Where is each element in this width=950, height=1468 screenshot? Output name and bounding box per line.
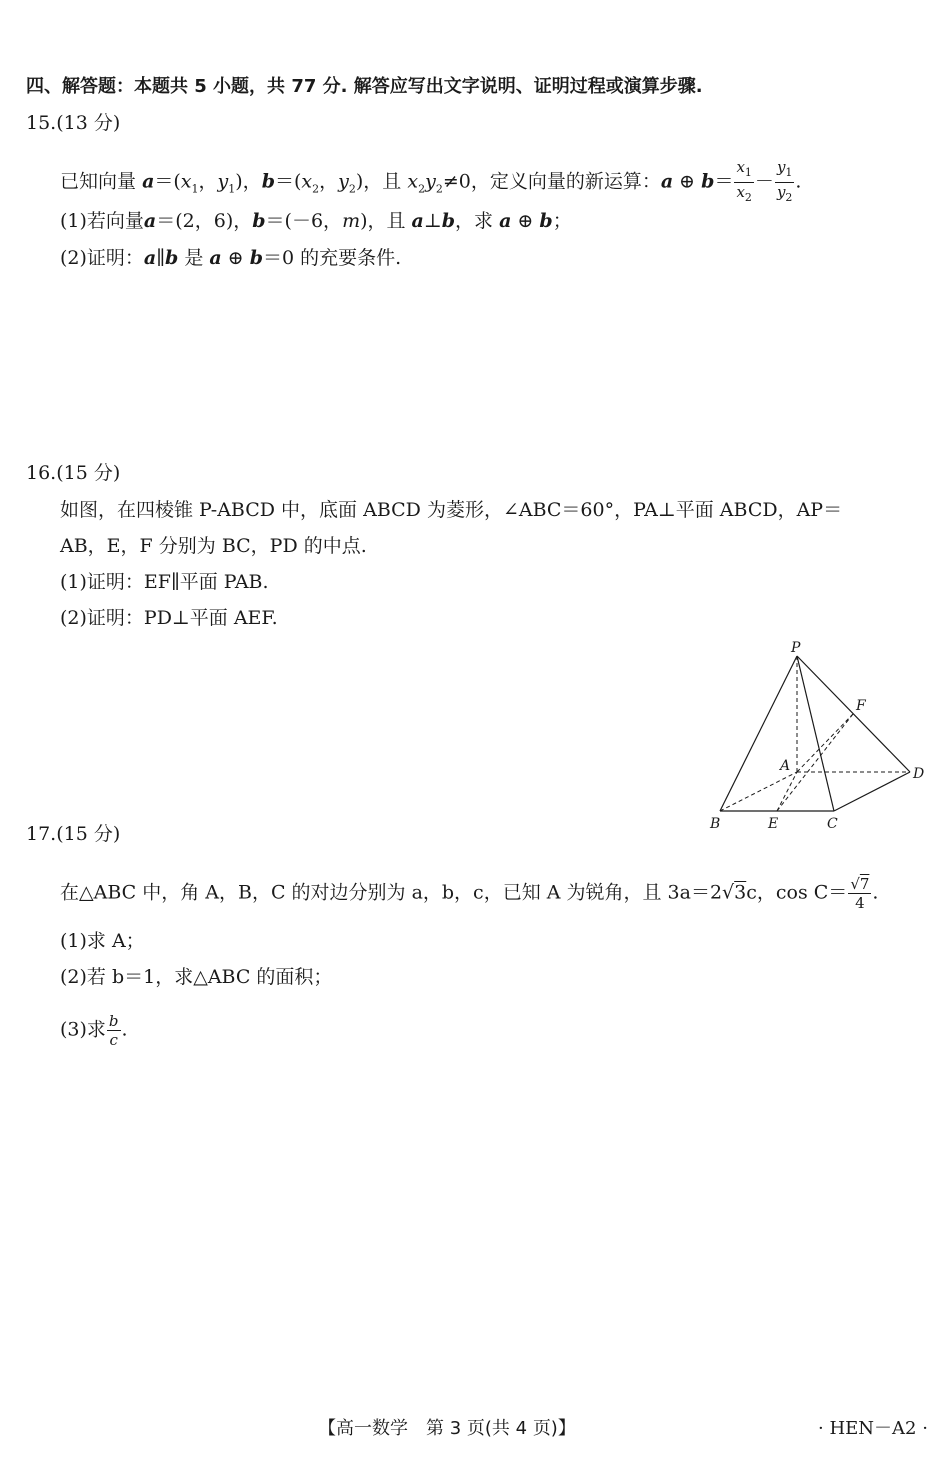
q17-part3-text: (3)求 <box>60 1018 106 1041</box>
q15-text-c: ≠0，定义向量的新运算： <box>442 170 661 193</box>
q15-header <box>26 110 120 136</box>
label-C: C <box>827 816 838 832</box>
q15-statement: 已知向量 $a=(x_1$，$y_1$)，$b=(x_2$，$y_2$)，且 $x_2y_2\ne 0$，定义向量的新运算：a ⊕ b＝ $\frac{x_1}{x_2}$ － $\frac{y_1}{y_2}$ . <box>60 158 801 207</box>
pyramid-figure <box>700 636 940 836</box>
q15-part1-b: ，求 <box>455 210 494 232</box>
q15-score: (13 分) <box>56 112 121 134</box>
q15-text-a: 已知向量 <box>60 170 137 193</box>
q16-line1: 如图，在四棱锥 P-ABCD 中，底面 ABCD 为菱形，∠ABC＝60°，PA⊥平面 ABCD，AP＝ <box>60 499 843 521</box>
q15-frac-y: $\frac{y_1}{y_2}$ <box>776 158 793 204</box>
q15-frac-x: $\frac{x_1}{x_2}$ <box>736 158 752 204</box>
q16-part2: (2)证明：PD⊥平面 AEF. <box>60 607 278 629</box>
q16-line2: AB，E，F 分别为 BC，PD 的中点. <box>60 535 367 557</box>
label-P: P <box>791 640 801 656</box>
q15-number: 15. <box>26 112 57 134</box>
footer-page-info: 【高一数学 第 3 页(共 4 页)】 <box>318 1418 576 1439</box>
q17-text-a: 在△ABC 中，角 A，B，C 的对边分别为 a，b，c，已知 A 为锐角，且 3a＝2 <box>60 881 723 904</box>
label-A: A <box>780 758 791 774</box>
q17-number: 17. <box>26 823 57 845</box>
q16-number: 16. <box>26 462 57 484</box>
q17-text-b: c，cos C＝ <box>746 881 848 904</box>
q17-statement: 在△ABC 中，角 A，B，C 的对边分别为 a，b，c，已知 A 为锐角，且 3a＝2√3c，cos C＝ $\frac{√7}{4}$ . <box>60 875 879 912</box>
segment-AE <box>777 772 797 811</box>
q15-part2: (2)证明：a∥b 是 a ⊕ b＝0 的充要条件. <box>60 247 402 269</box>
q16-header <box>26 460 120 486</box>
q17-score: (15 分) <box>56 823 121 845</box>
q16-part1: (1)证明：EF∥平面 PAB. <box>60 571 269 593</box>
q15-text-b: ，且 <box>363 170 402 193</box>
section-header: 四、解答题：本题共 5 小题，共 77 分. 解答应写出文字说明、证明过程或演算步骤. <box>26 76 703 97</box>
edge-PC <box>797 656 834 811</box>
segment-AF <box>797 714 853 772</box>
edge-CD <box>834 772 910 811</box>
label-F: F <box>856 698 866 714</box>
edge-PB <box>720 656 797 811</box>
edge-AB <box>720 772 797 811</box>
q17-part1: (1)求 A； <box>60 930 145 952</box>
label-E: E <box>768 816 779 832</box>
q15-part1-a: (1)若向量 <box>60 210 144 232</box>
q17-frac-cos: $\frac{√7}{4}$ <box>850 875 870 912</box>
label-B: B <box>710 816 721 832</box>
q16-score: (15 分) <box>56 462 121 484</box>
q15-part2-a: (2)证明： <box>60 247 144 269</box>
sqrt3: √3 <box>722 881 747 904</box>
footer-code: · HEN－A2 · <box>818 1418 928 1439</box>
q17-part2: (2)若 b＝1，求△ABC 的面积； <box>60 966 333 988</box>
label-D: D <box>913 766 925 782</box>
q15-part1: (1)若向量a＝(2，6)，b＝(－6，m)，且 a⊥b，求 a ⊕ b； <box>60 210 572 232</box>
q17-part3: (3)求 $\frac{b}{c}$ . <box>60 1012 128 1049</box>
q17-header <box>26 821 120 847</box>
q17-frac-bc: $\frac{b}{c}$ <box>108 1012 119 1049</box>
